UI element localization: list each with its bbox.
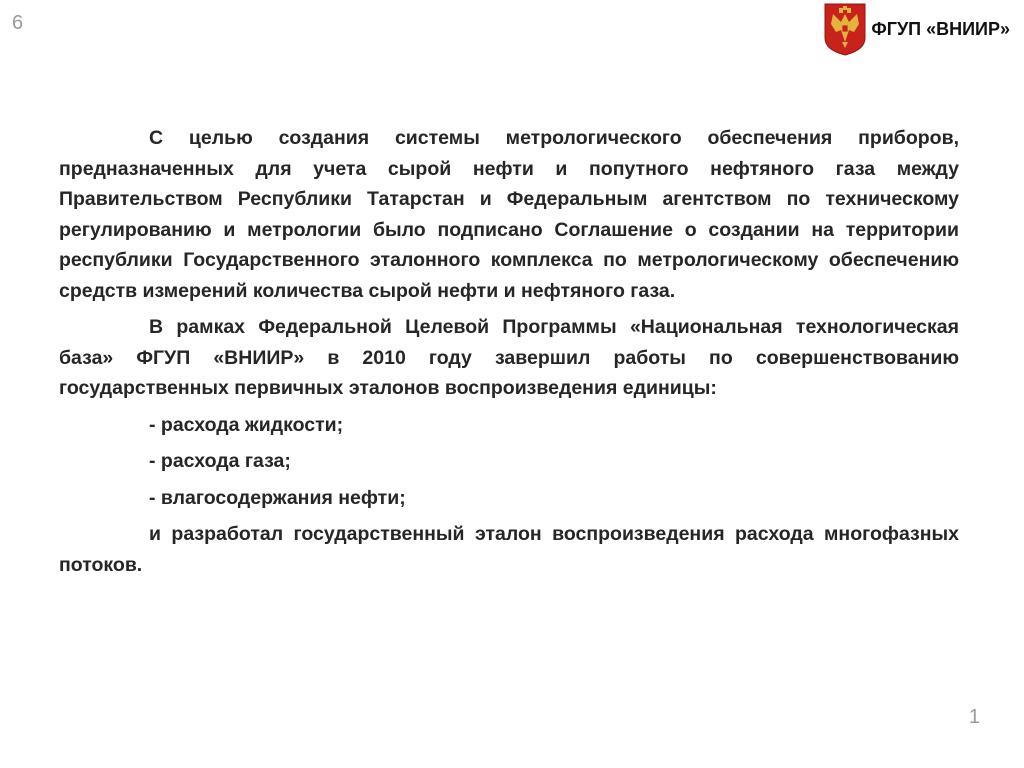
slide-number-top: 6 xyxy=(12,12,24,34)
list-item-liquid-flow: - расхода жидкости; xyxy=(149,413,344,436)
list-item-gas-flow: - расхода газа; xyxy=(149,450,291,472)
header-brand xyxy=(823,2,1010,56)
org-name: ФГУП «ВНИИР» xyxy=(871,18,1010,39)
paragraph-program: В рамках Федеральной Целевой Программы «Национальная технологическая база» ФГУП «ВНИИР» в 2010 году завершил работы по совершенствованию государственных первичных эталонов воспроизведения единицы: xyxy=(59,316,959,399)
main-text xyxy=(59,123,959,580)
slide-number-bottom: 1 xyxy=(968,706,980,728)
paragraph-multiphase: и разработал государственный эталон воспроизведения расхода многофазных потоков. xyxy=(59,523,959,576)
list-item-oil-moisture: - влагосодержания нефти; xyxy=(149,486,406,509)
paragraph-agreement: С целью создания системы метрологического обеспечения приборов, предназначенных для учета сырой нефти и попутного нефтяного газа между Правительством Республики Татарстан и Федеральным агентством по техническому регулированию и метрологии было подписано Соглашение о создании на территории республики Государственного эталонного комплекса по метрологическому обеспечению средств измерений количества сырой нефти и нефтяного газа. xyxy=(59,127,959,302)
coat-of-arms-icon xyxy=(823,2,867,56)
